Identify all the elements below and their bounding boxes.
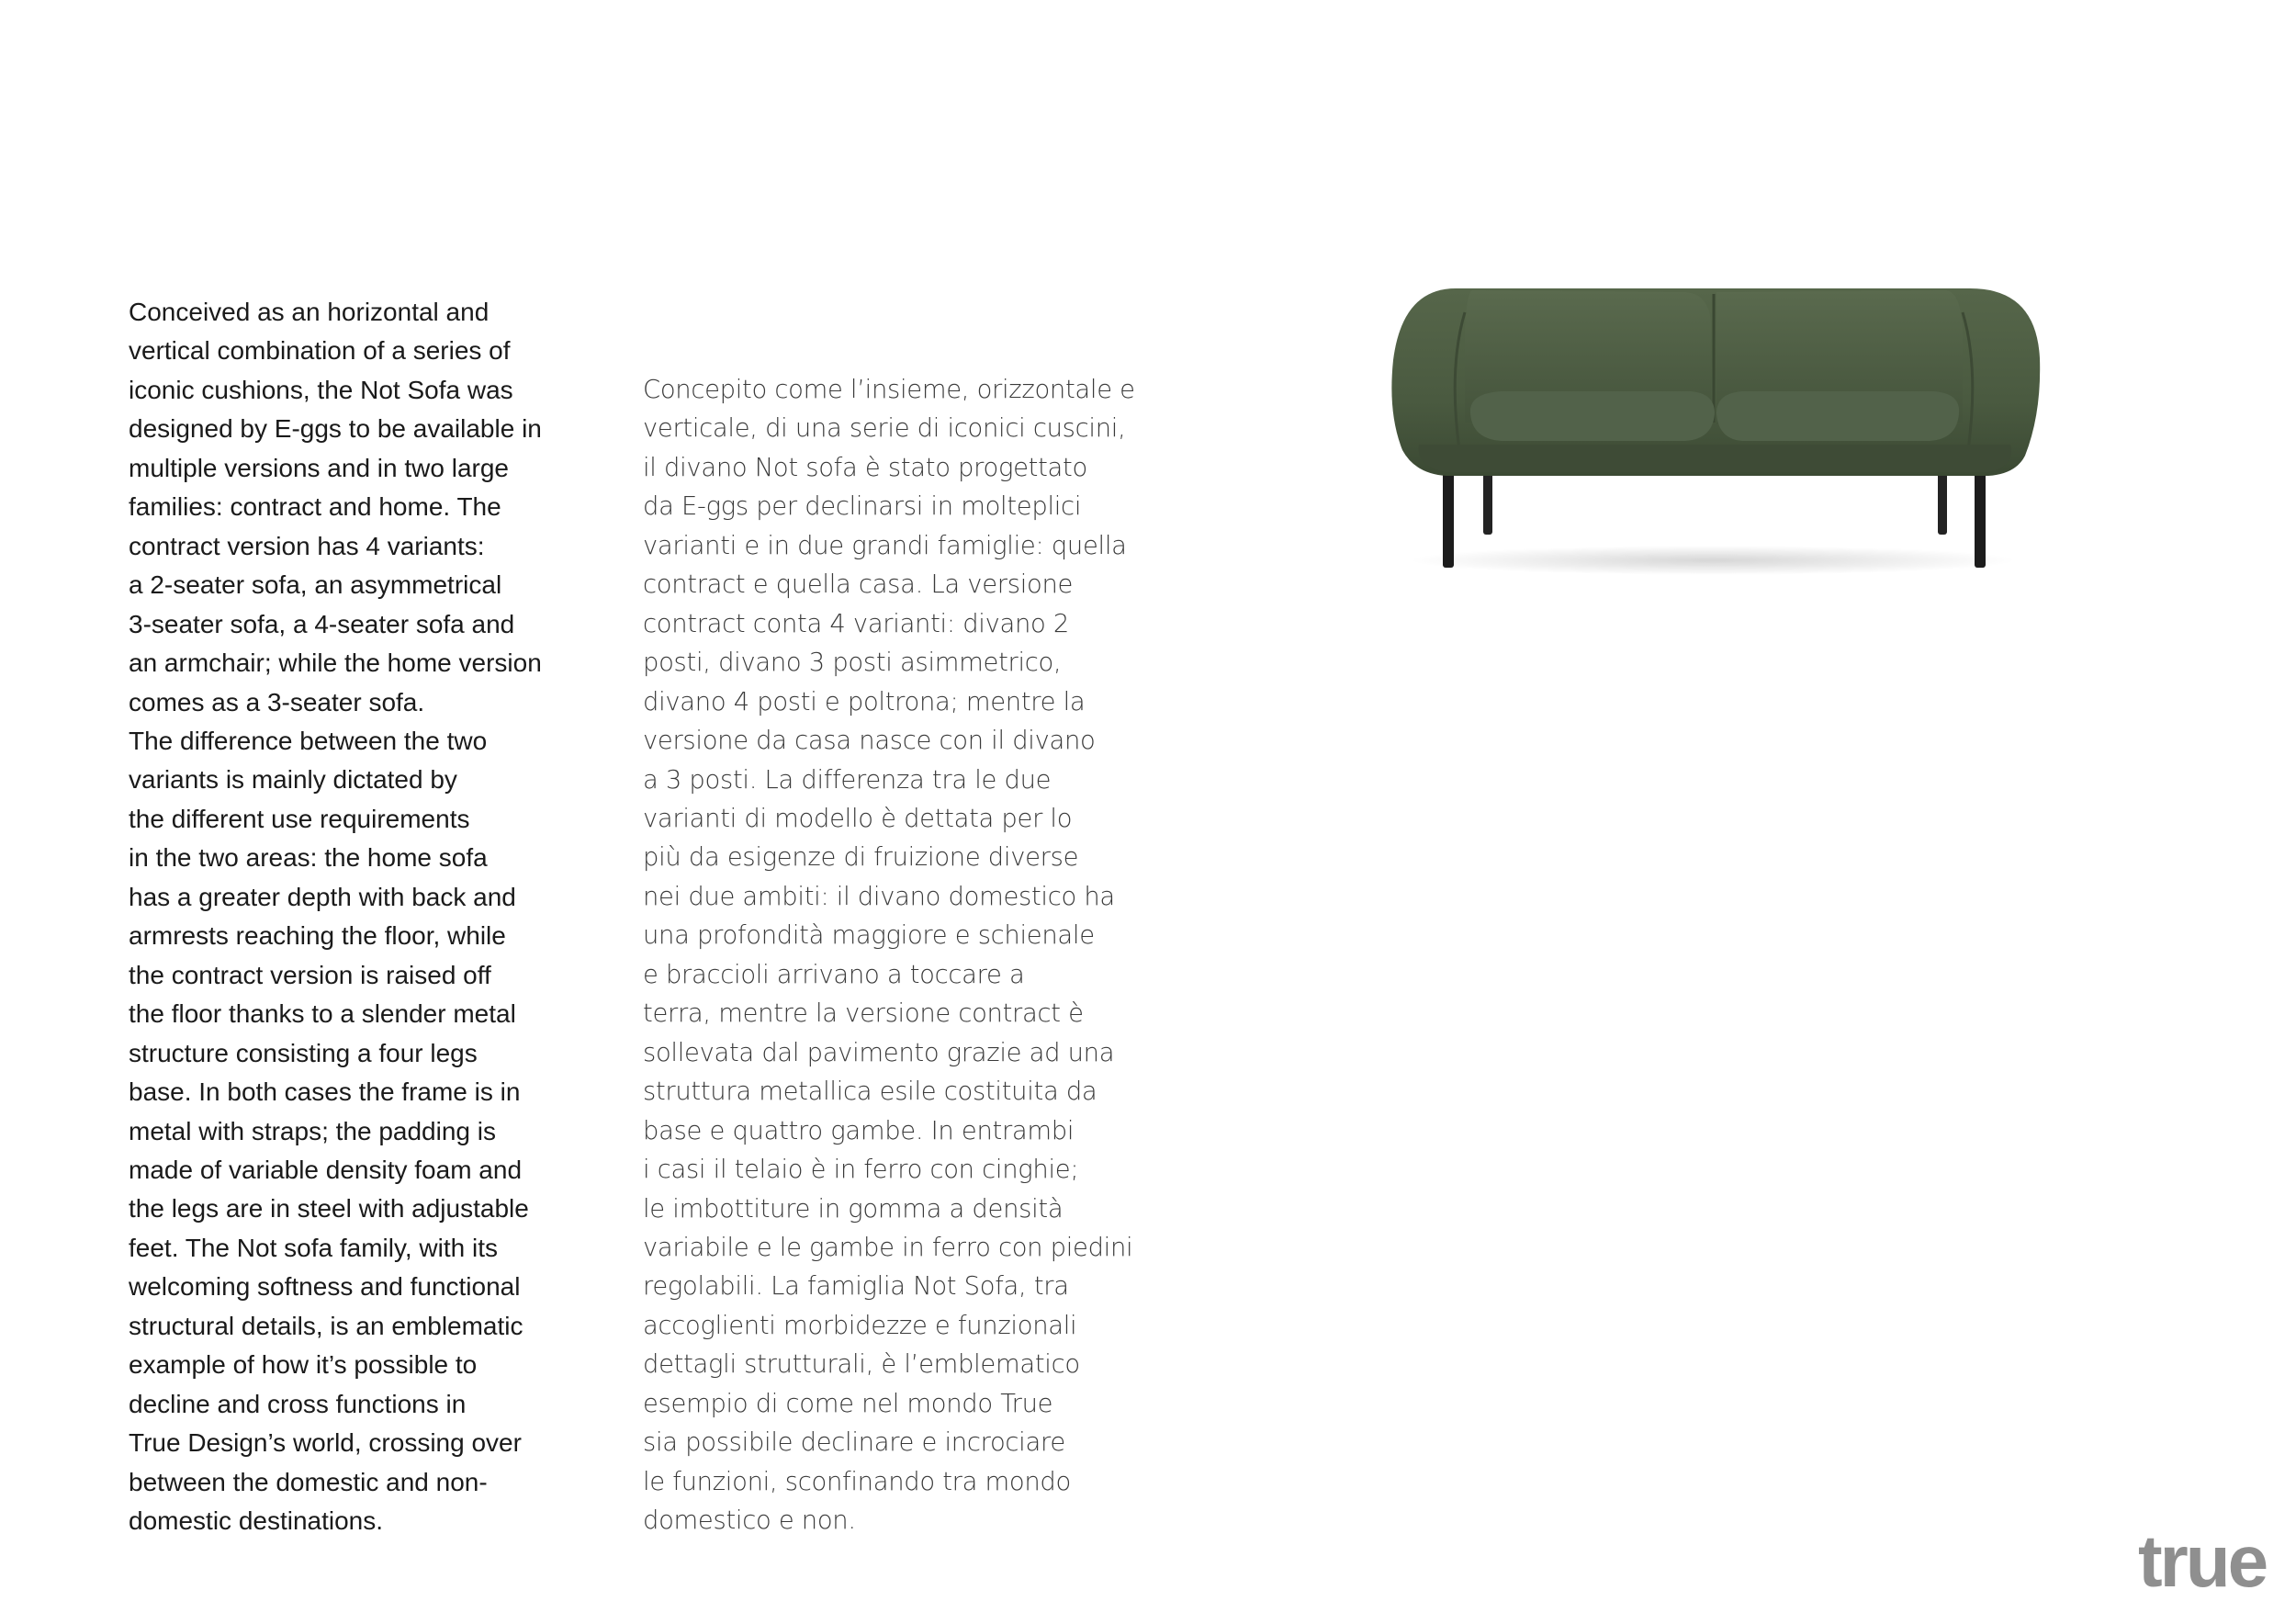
english-description: Conceived as an horizontal and vertical combination of a series of iconic cushions, the Not Sofa was designed by E-ggs to be available in multiple versions and in two large families: contract and home. The contract version has 4 variants: a 2-seater sofa, an asymmetrical 3-seater sofa, a 4-seater sofa and an armchair; while the home version comes as a 3-seater sofa. The difference between the two variants is mainly dictated by the different use requirements in the two areas: the home sofa has a greater depth with back and armrests reaching the floor, while the contract version is raised off the floor thanks to a slender metal structure consisting a four legs base. In both cases the frame is in metal with straps; the padding is made of variable density foam and the legs are in steel with adjustable feet. The Not sofa family, with its welcoming softness and functional structural details, is an emblematic example of how it’s possible to decline and cross functions in True Design’s world, crossing over between the domestic and non- domestic destinations.	[129, 298, 542, 1536]
italian-description: Concepito come l’insieme, orizzontale e verticale, di una serie di iconici cuscini, il divano Not sofa è stato progettato da E-ggs per declinarsi in molteplici varianti e in due grandi famiglie: quella contract e quella casa. La versione contract conta 4 varianti: divano 2 posti, divano 3 posti asimmetrico, divano 4 posti e poltrona; mentre la versione da casa nasce con il divano a 3 posti. La differenza tra le due varianti di modello è dettata per lo più da esigenze di fruizione diverse nei due ambiti: il divano domestico ha una profondità maggiore e schienale e braccioli arrivano a toccare a terra, mentre la versione contract è sollevata dal pavimento grazie ad una struttura metallica esile costituita da base e quattro gambe. In entrambi i casi il telaio è in ferro con cinghie; le imbottiture in gomma a densità variabile e le gambe in ferro con piedini regolabili. La famiglia Not Sofa, tra accoglienti morbidezze e funzionali dettagli strutturali, è l’emblematico esempio di come nel mondo True sia possibile declinare e incrociare le funzioni, sconfinando tra mondo domestico e non.	[643, 376, 1135, 1536]
true-logo: true	[2138, 1520, 2267, 1602]
sofa-product-image	[1382, 276, 2053, 579]
